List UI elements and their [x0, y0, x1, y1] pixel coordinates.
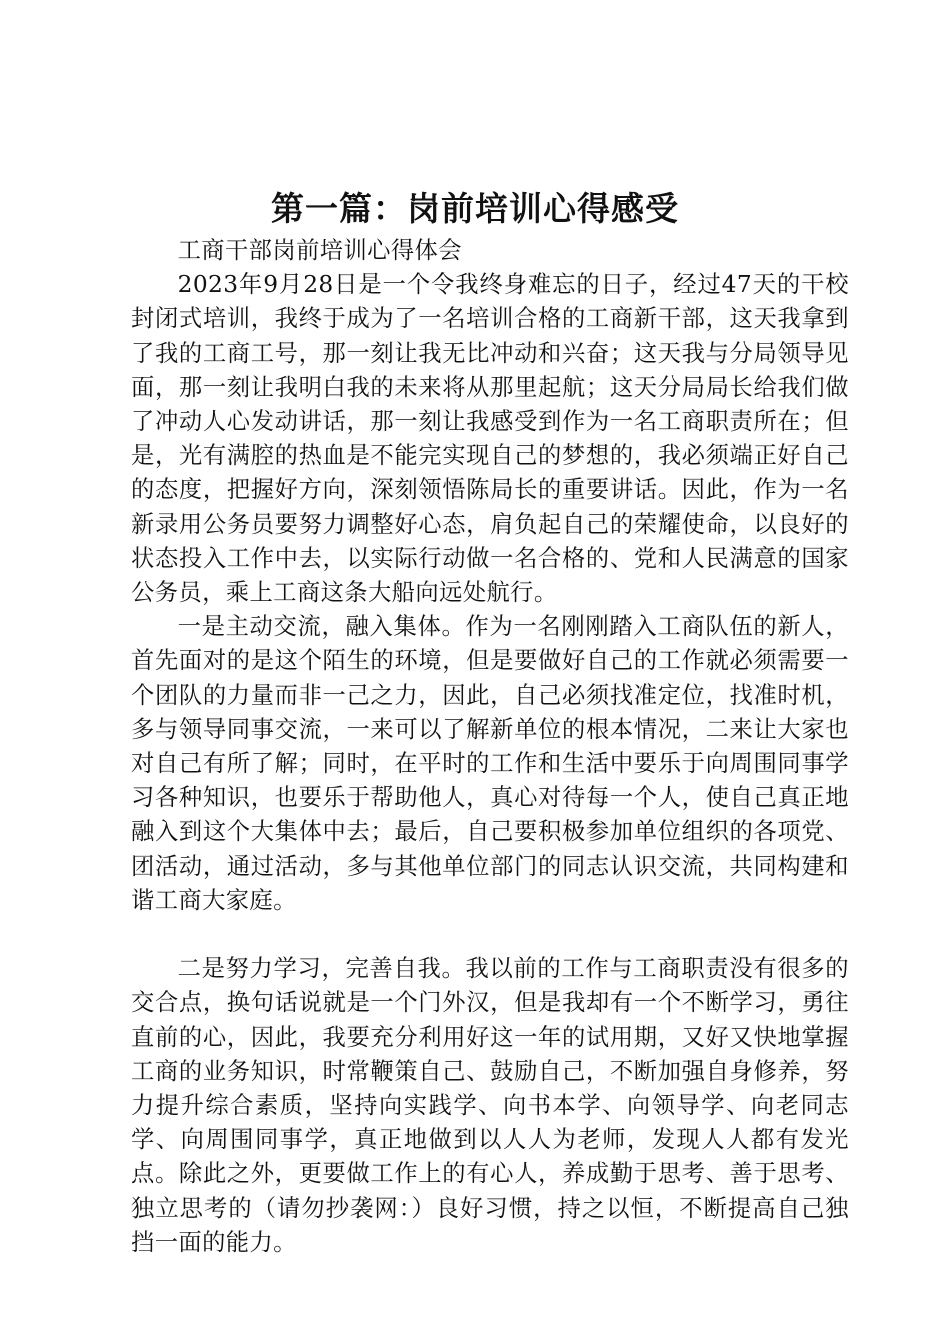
- paragraph-intro: 2023年9月28日是一个令我终身难忘的日子，经过47天的干校封闭式培训，我终于成为了一名培训合格的工商新干部，这天我拿到了我的工商工号，那一刻让我无比冲动和兴奋；这天我与分局领导见面，那一刻让我明白我的未来将从那里起航；这天分局局长给我们做了冲动人心发动讲话，那一刻让我感受到作为一名工商职责所在；但是，光有满腔的热血是不能完实现自己的梦想的，我必须端正好自己的态度，把握好方向，深刻领悟陈局长的重要讲话。因此，作为一名新录用公务员要努力调整好心态，肩负起自己的荣耀使命，以良好的状态投入工作中去，以实际行动做一名合格的、党和人民满意的国家公务员，乘上工商这条大船向远处航行。: [131, 271, 849, 607]
- paragraph-communication: 一是主动交流，融入集体。作为一名刚刚踏入工商队伍的新人，首先面对的是这个陌生的环境，但是要做好自己的工作就必须需要一个团队的力量而非一己之力，因此，自己必须找准定位，找准时机，多与领导同事交流，一来可以了解新单位的根本情况，二来让大家也对自己有所了解；同时，在平时的工作和生活中要乐于向周围同事学习各种知识，也要乐于帮助他人，真心对待每一个人，使自己真正地融入到这个大集体中去；最后，自己要积极参加单位组织的各项党、团活动，通过活动，多与其他单位部门的同志认识交流，共同构建和谐工商大家庭。: [131, 613, 849, 914]
- subtitle-line: 工商干部岗前培训心得体会: [177, 237, 462, 264]
- document-body: [131, 234, 849, 1260]
- document-title: 第一篇：岗前培训心得感受: [271, 189, 679, 228]
- paragraph-learning: 二是努力学习，完善自我。我以前的工作与工商职责没有很多的交合点，换句话说就是一个门外汉，但是我却有一个不断学习，勇往直前的心，因此，我要充分利用好这一年的试用期，又好又快地掌握工商的业务知识，时常鞭策自己、鼓励自己，不断加强自身修养，努力提升综合素质，坚持向实践学、向书本学、向领导学、向老同志学、向周围同事学，真正地做到以人人为老师，发现人人都有发光点。除此之外，更要做工作上的有心人，养成勤于思考、善于思考、独立思考的（请勿抄袭网：）良好习惯，持之以恒，不断提高自己独挡一面的能力。: [131, 955, 849, 1256]
